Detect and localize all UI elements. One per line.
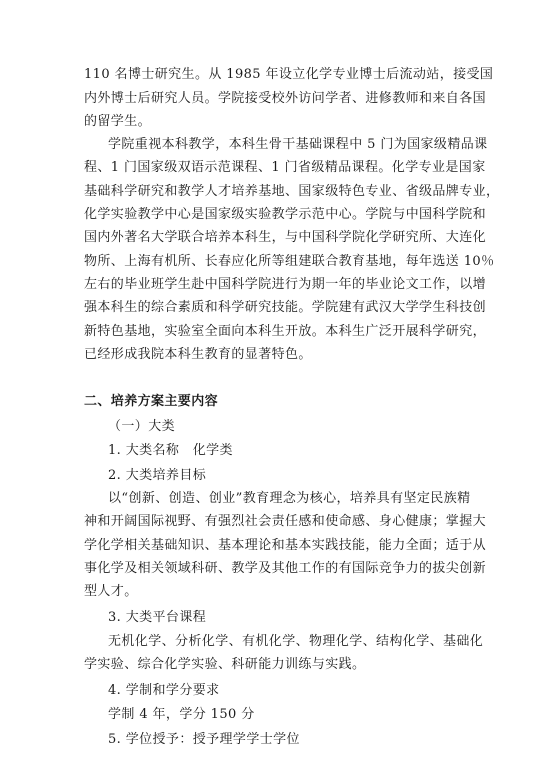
text-line: 的留学生。	[84, 114, 152, 129]
text-line: 基础科学研究和教学人才培养基地、国家级特色专业、省级品牌专业，	[84, 184, 500, 199]
text-line: 程、1 门国家级双语示范课程、1 门省级精品课程。化学专业是国家	[84, 160, 486, 175]
text-line: 左右的毕业班学生赴中国科学院进行为期一年的毕业论文工作，以增	[84, 277, 487, 292]
text-line: 国内外著名大学联合培养本科生，与中国科学院化学研究所、大连化	[84, 230, 487, 245]
text-line: 110 名博士研究生。从 1985 年设立化学专业博士后流动站，接受国	[84, 67, 494, 82]
text-line: 神和开阔国际视野、有强烈社会责任感和使命感、身心健康；掌握大	[84, 514, 487, 529]
text-line: 物所、上海有机所、长春应化所等组建联合教育基地，每年选送 10％	[84, 254, 495, 269]
text-line: 新特色基地，实验室全面向本科生开放。本科生广泛开展科学研究，	[84, 324, 487, 339]
text-line: 型人才。	[84, 584, 138, 599]
text-line: 事化学及相关领域科研、教学及其他工作的有国际竞争力的拔尖创新	[84, 561, 487, 576]
text-line: 学院重视本科教学，本科生骨干基础课程中 5 门为国家级精品课	[108, 137, 488, 152]
subsection-heading: （一）大类	[108, 419, 176, 434]
text-line: 学实验、综合化学实验、科研能力训练与实践。	[84, 657, 366, 672]
item-heading: 1. 大类名称 化学类	[108, 443, 233, 458]
text-line: 内外博士后研究人员。学院接受校外访问学者、进修教师和来自各国	[84, 91, 487, 106]
item-heading: 4. 学制和学分要求	[108, 683, 220, 698]
text-line: 学化学相关基础知识、基本理论和基本实践技能，能力全面；适于从	[84, 538, 487, 553]
item-heading: 5. 学位授予：授予理学学士学位	[108, 732, 300, 747]
item-heading: 3. 大类平台课程	[108, 610, 207, 625]
text-line: 化学实验教学中心是国家级实验教学示范中心。学院与中国科学院和	[84, 207, 487, 222]
text-line: 强本科生的综合素质和科学研究技能。学院建有武汉大学学生科技创	[84, 300, 487, 315]
text-line: 学制 4 年，学分 150 分	[108, 707, 255, 722]
text-line: 无机化学、分析化学、有机化学、物理化学、结构化学、基础化	[108, 634, 484, 649]
item-heading: 2. 大类培养目标	[108, 468, 207, 483]
text-line: 已经形成我院本科生教育的显著特色。	[84, 347, 312, 362]
section-heading: 二、培养方案主要内容	[84, 394, 219, 409]
text-line: 以“创新、创造、创业”教育理念为核心，培养具有坚定民族精	[108, 491, 471, 506]
